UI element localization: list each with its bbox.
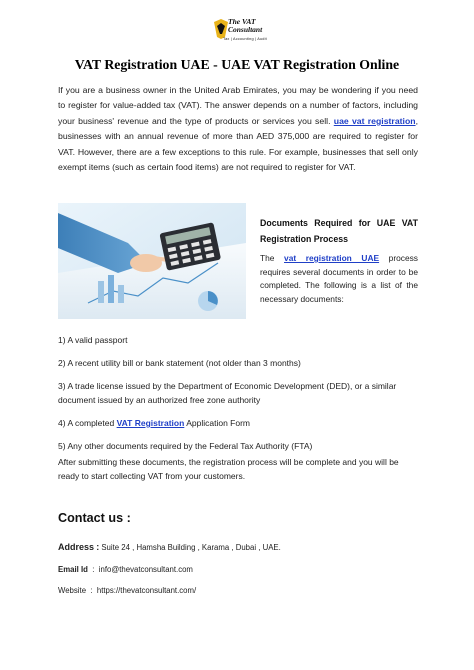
list-item-4-start: 4) A completed [58, 418, 115, 428]
documents-text-start: The [260, 253, 275, 263]
accounting-illustration [58, 203, 246, 319]
email-label: Email Id [58, 565, 88, 574]
list-item: 1) A valid passport [58, 335, 128, 345]
address-separator: : [96, 542, 100, 552]
logo-name-line2: Consultant [228, 25, 263, 34]
documents-heading: Documents Required for UAE VAT Registration Process [260, 218, 418, 244]
company-logo [212, 16, 268, 46]
website-value[interactable]: https://thevatconsultant.com/ [96, 586, 197, 595]
intro-text-end: , businesses with an annual revenue of more than AED 375,000 are required to register for VAT. However, there are a few exceptions to this rule. For example, businesses that sell only exempt items (such as certain food items) are not required to register for VAT. [58, 115, 418, 173]
logo-name [228, 18, 262, 34]
address-label: Address [58, 542, 95, 552]
contact-email [58, 565, 193, 574]
list-item: 2) A recent utility bill or bank statement (not older than 3 months) [58, 358, 301, 368]
website-label: Website [58, 586, 87, 595]
list-item [58, 416, 420, 430]
vat-registration-form-link[interactable]: VAT Registration [116, 418, 185, 428]
contact-heading: Contact us : [58, 511, 131, 525]
intro-text-start: If you are a business owner in the United Arab Emirates, you may be wondering if you need to register for value-added tax (VAT). The answer depends on a number of factors, including your business' revenue and the type of products or services you sell. [58, 85, 418, 126]
list-item: 5) Any other documents required by the Federal Tax Authority (FTA) [58, 441, 313, 451]
documents-list [58, 333, 420, 462]
vat-registration-uae-link[interactable]: vat registration UAE [284, 253, 380, 263]
website-separator: : [90, 586, 93, 595]
contact-address [58, 542, 281, 552]
page-title: VAT Registration UAE - UAE VAT Registration Online [74, 57, 400, 72]
intro-paragraph [58, 83, 418, 175]
logo-tagline: Tax | Accounting | Audit [223, 37, 267, 41]
closing-paragraph: After submitting these documents, the registration process will be complete and you will be ready to start collecting VAT from your customers. [58, 457, 399, 481]
address-value: Suite 24 , Hamsha Building , Karama , Dubai , UAE. [101, 543, 281, 552]
list-item: 3) A trade license issued by the Department of Economic Development (DED), or a similar document issued by an authorized free zone authority [58, 381, 397, 405]
uae-vat-registration-link[interactable]: uae vat registration [333, 115, 416, 126]
documents-paragraph [260, 252, 418, 306]
documents-text-end: process requires several documents in order to be completed. The following is a list of the necessary documents: [260, 253, 418, 304]
logo-name-line1: The VAT [228, 17, 256, 26]
list-item-4-end: Application Form [186, 418, 250, 428]
email-separator: : [92, 565, 95, 574]
email-value[interactable]: info@thevatconsultant.com [98, 565, 193, 574]
contact-website [58, 586, 196, 595]
